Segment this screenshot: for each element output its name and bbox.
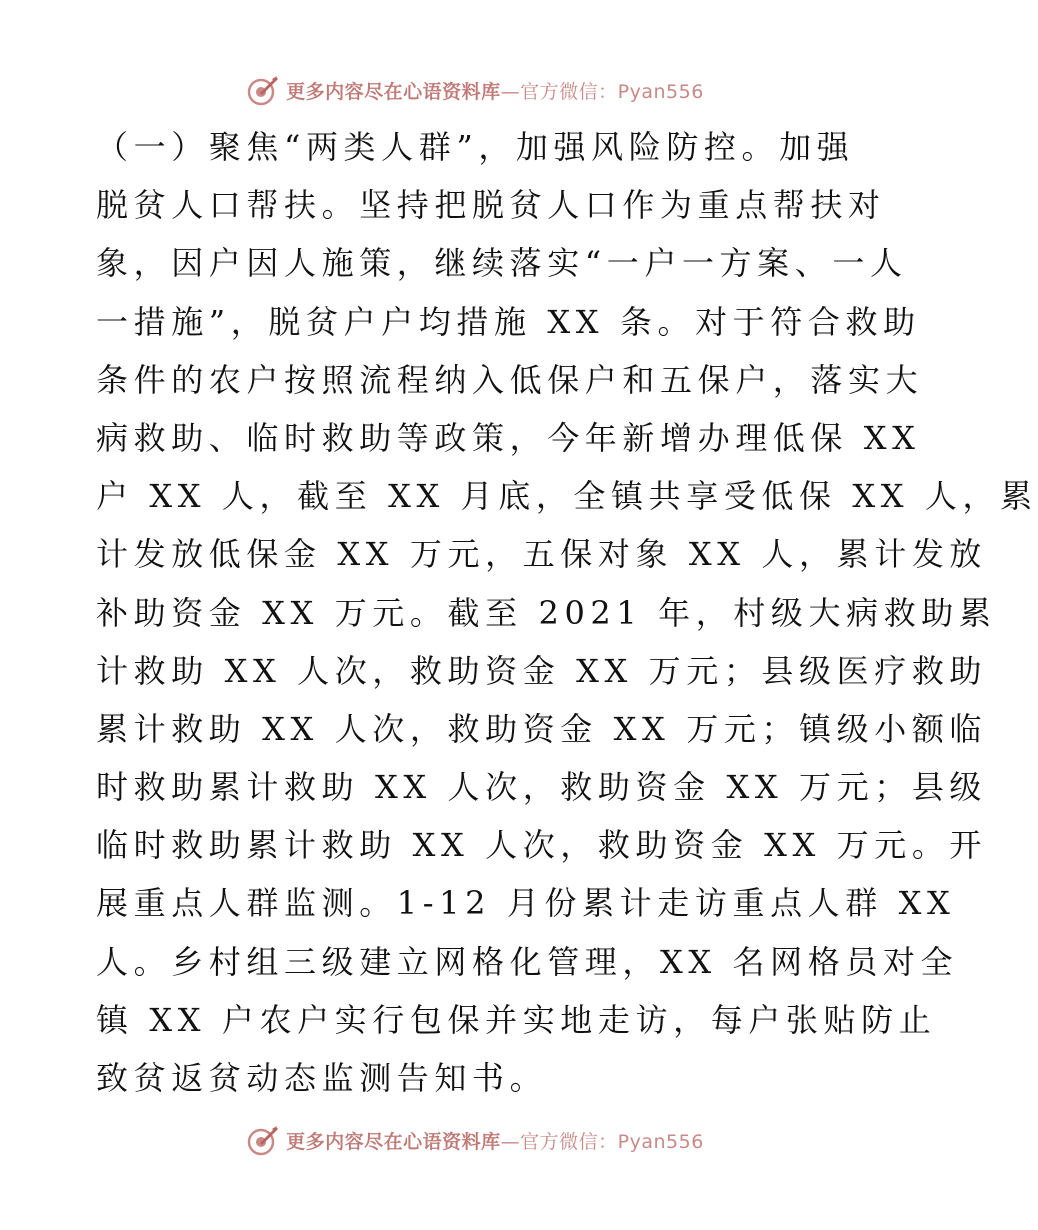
paragraph-line: 病救助、临时救助等政策，今年新增办理低保 XX <box>96 418 921 457</box>
paragraph-line: 镇 XX 户农户实行包保并实地走访，每户张贴防止 <box>96 1000 937 1039</box>
watermark-brand: 更多内容尽在心语资料库 <box>286 80 501 103</box>
paragraph-line: 条件的农户按照流程纳入低保户和五保户，落实大 <box>96 360 924 399</box>
paragraph-line: 计救助 XX 人次，救助资金 XX 万元；县级医疗救助 <box>96 651 988 690</box>
watermark-wechat: 官方微信：Pyan556 <box>520 80 704 103</box>
paragraph-line: （一）聚焦“两类人群”，加强风险防控。加强 <box>96 128 855 166</box>
watermark-wechat: 官方微信：Pyan556 <box>520 1130 704 1153</box>
quill-pen-logo-icon <box>246 73 280 107</box>
watermark-separator: — <box>500 1130 521 1153</box>
watermark-text <box>286 1127 704 1154</box>
paragraph-line: 象，因户因人施策，继续落实“一户一方案、一人 <box>96 244 908 283</box>
paragraph-line: 致贫返贫动态监测告知书。 <box>96 1059 548 1097</box>
paragraph-line: 临时救助累计救助 XX 人次，救助资金 XX 万元。开 <box>96 826 988 865</box>
header-watermark <box>0 70 950 110</box>
quill-pen-logo-icon <box>246 1123 280 1157</box>
watermark-separator: — <box>500 80 521 103</box>
watermark-text <box>286 77 704 104</box>
paragraph-line: 补助资金 XX 万元。截至 2021 年，村级大病救助累 <box>96 593 997 632</box>
watermark-brand: 更多内容尽在心语资料库 <box>286 1130 501 1153</box>
paragraph-line: 计发放低保金 XX 万元，五保对象 XX 人，累计发放 <box>96 535 988 574</box>
paragraph-line: 累计救助 XX 人次，救助资金 XX 万元；镇级小额临 <box>96 709 988 748</box>
paragraph-line: 户 XX 人，截至 XX 月底，全镇共享受低保 XX 人，累 <box>96 477 1038 516</box>
paragraph-line: 时救助累计救助 XX 人次，救助资金 XX 万元；县级 <box>96 768 988 807</box>
footer-watermark <box>0 1120 950 1160</box>
document-body <box>96 118 1038 1107</box>
paragraph-line: 脱贫人口帮扶。坚持把脱贫人口作为重点帮扶对 <box>96 186 886 225</box>
paragraph-line: 展重点人群监测。1-12 月份累计走访重点人群 XX <box>96 884 956 923</box>
paragraph-line: 人。乡村组三级建立网格化管理，XX 名网格员对全 <box>96 942 959 981</box>
paragraph-line: 一措施”，脱贫户户均措施 XX 条。对于符合救助 <box>96 302 921 341</box>
